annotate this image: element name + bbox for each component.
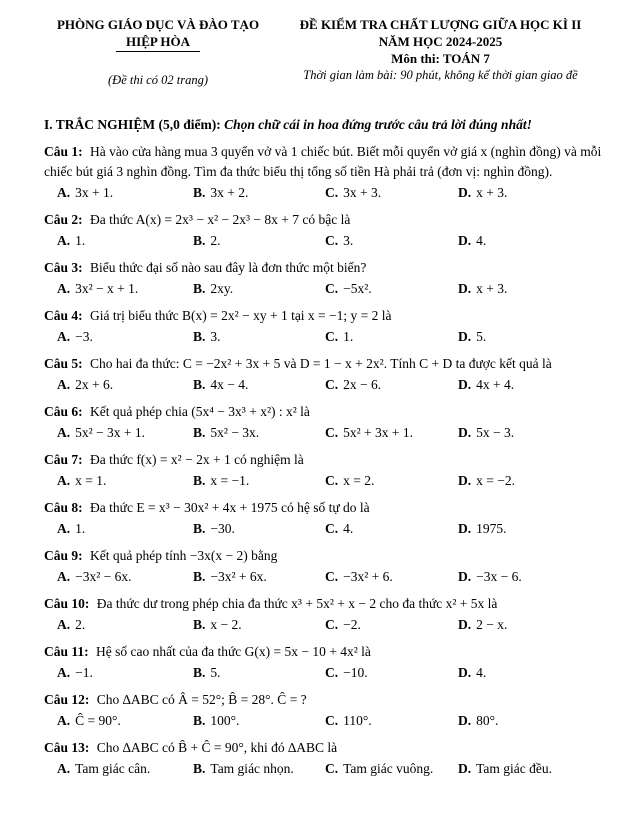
- option-a: [57, 471, 193, 491]
- option-key: D.: [458, 185, 472, 200]
- header-left-block: [44, 16, 272, 89]
- option-b: [193, 615, 325, 635]
- question-label: Câu 3:: [44, 260, 87, 275]
- options-row: [44, 231, 609, 251]
- option-text: −3x² + 6.: [343, 569, 393, 584]
- question-line: [44, 450, 609, 470]
- question-line: [44, 402, 609, 422]
- option-c: [325, 519, 458, 539]
- question-text: Đa thức A(x) = 2x³ − x² − 2x³ − 8x + 7 có bậc là: [90, 212, 351, 227]
- option-a: [57, 183, 193, 203]
- options-row: [44, 615, 609, 635]
- question-text: Đa thức f(x) = x² − 2x + 1 có nghiệm là: [90, 452, 304, 467]
- option-key: C.: [325, 233, 339, 248]
- option-key: C.: [325, 569, 339, 584]
- option-text: 100°.: [210, 713, 240, 728]
- option-a: [57, 423, 193, 443]
- options-row: [44, 423, 609, 443]
- option-d: [458, 759, 609, 779]
- option-text: −3x² + 6x.: [210, 569, 267, 584]
- option-text: −3.: [75, 329, 93, 344]
- question-block: [44, 642, 609, 683]
- question-line: [44, 354, 609, 374]
- question-text: Kết quả phép chia (5x⁴ − 3x³ + x²) : x² là: [90, 404, 310, 419]
- option-text: Tam giác nhọn.: [210, 761, 294, 776]
- option-c: [325, 423, 458, 443]
- district-name: HIỆP HÒA: [116, 33, 200, 52]
- option-key: C.: [325, 617, 339, 632]
- option-key: C.: [325, 377, 339, 392]
- option-text: −30.: [210, 521, 235, 536]
- option-key: A.: [57, 713, 71, 728]
- exam-pages-note: (Đề thi có 02 trang): [108, 73, 208, 87]
- option-c: [325, 759, 458, 779]
- option-key: B.: [193, 377, 206, 392]
- option-key: A.: [57, 425, 71, 440]
- option-text: 3.: [210, 329, 221, 344]
- option-b: [193, 567, 325, 587]
- question-block: [44, 142, 609, 203]
- option-key: C.: [325, 329, 339, 344]
- option-c: [325, 183, 458, 203]
- option-a: [57, 231, 193, 251]
- question-line: [44, 690, 609, 710]
- option-text: Tam giác vuông.: [343, 761, 434, 776]
- option-key: A.: [57, 281, 71, 296]
- option-key: A.: [57, 569, 71, 584]
- option-text: −1.: [75, 665, 93, 680]
- option-key: C.: [325, 713, 339, 728]
- school-year: NĂM HỌC 2024-2025: [378, 34, 503, 49]
- option-a: [57, 327, 193, 347]
- option-key: A.: [57, 761, 71, 776]
- option-key: A.: [57, 617, 71, 632]
- option-text: 2x − 6.: [343, 377, 382, 392]
- option-key: A.: [57, 473, 71, 488]
- option-text: 5x² − 3x + 1.: [75, 425, 146, 440]
- question-line: [44, 210, 609, 230]
- option-key: A.: [57, 377, 71, 392]
- option-key: A.: [57, 329, 71, 344]
- option-a: [57, 519, 193, 539]
- option-text: x = 1.: [75, 473, 107, 488]
- option-d: [458, 471, 609, 491]
- option-key: A.: [57, 233, 71, 248]
- option-text: x = −1.: [210, 473, 250, 488]
- option-text: 5.: [476, 329, 487, 344]
- option-text: 4x − 4.: [210, 377, 249, 392]
- option-text: 5.: [210, 665, 221, 680]
- question-text: Cho ∆ABC có Â = 52°; B̂ = 28°. Ĉ = ?: [96, 692, 307, 707]
- option-key: B.: [193, 281, 206, 296]
- option-key: A.: [57, 185, 71, 200]
- option-d: [458, 423, 609, 443]
- option-key: D.: [458, 569, 472, 584]
- option-a: [57, 567, 193, 587]
- subject-line: Môn thi: TOÁN 7: [391, 51, 490, 66]
- option-key: A.: [57, 665, 71, 680]
- option-a: [57, 759, 193, 779]
- option-a: [57, 279, 193, 299]
- question-block: [44, 306, 609, 347]
- option-text: Tam giác đều.: [476, 761, 553, 776]
- option-key: B.: [193, 713, 206, 728]
- option-c: [325, 615, 458, 635]
- option-key: B.: [193, 665, 206, 680]
- option-key: C.: [325, 665, 339, 680]
- option-text: x + 3.: [476, 281, 508, 296]
- option-key: C.: [325, 281, 339, 296]
- option-b: [193, 759, 325, 779]
- option-text: 1.: [75, 233, 86, 248]
- option-text: −5x².: [343, 281, 372, 296]
- option-text: 80°.: [476, 713, 499, 728]
- question-label: Câu 9:: [44, 548, 87, 563]
- option-key: D.: [458, 425, 472, 440]
- option-key: D.: [458, 617, 472, 632]
- option-text: 4x + 4.: [476, 377, 515, 392]
- option-text: −3x − 6.: [476, 569, 522, 584]
- option-key: C.: [325, 185, 339, 200]
- option-c: [325, 711, 458, 731]
- option-text: x + 3.: [476, 185, 508, 200]
- question-text: Hệ số cao nhất của đa thức G(x) = 5x − 10 + 4x² là: [96, 644, 371, 659]
- question-label: Câu 6:: [44, 404, 87, 419]
- question-label: Câu 5:: [44, 356, 87, 371]
- option-key: B.: [193, 569, 206, 584]
- option-b: [193, 231, 325, 251]
- option-key: B.: [193, 761, 206, 776]
- option-c: [325, 663, 458, 683]
- question-block: [44, 258, 609, 299]
- option-text: 1.: [343, 329, 354, 344]
- exam-header: [44, 16, 609, 89]
- options-row: [44, 663, 609, 683]
- option-key: D.: [458, 665, 472, 680]
- option-text: Ĉ = 90°.: [75, 713, 121, 728]
- question-block: [44, 690, 609, 731]
- section-instruction: Chọn chữ cái in hoa đứng trước câu trả lời đúng nhất!: [224, 117, 532, 132]
- option-text: 2.: [210, 233, 221, 248]
- option-key: D.: [458, 329, 472, 344]
- option-d: [458, 183, 609, 203]
- question-text: Hà vào cửa hàng mua 3 quyển vở và 1 chiếc bút. Biết mỗi quyển vở giá x (nghìn đồng) và mỗi chiếc bút giá 3 nghìn đồng. Tìm đa thức biểu thị tổng số tiền Hà phải trả (đơn vị: nghìn đồng).: [44, 144, 602, 179]
- question-label: Câu 12:: [44, 692, 93, 707]
- question-block: [44, 594, 609, 635]
- option-c: [325, 231, 458, 251]
- option-key: B.: [193, 521, 206, 536]
- option-text: 3.: [343, 233, 354, 248]
- option-text: 3x + 1.: [75, 185, 114, 200]
- option-a: [57, 375, 193, 395]
- option-key: D.: [458, 233, 472, 248]
- option-text: 1975.: [476, 521, 507, 536]
- option-key: D.: [458, 761, 472, 776]
- option-b: [193, 663, 325, 683]
- question-label: Câu 7:: [44, 452, 87, 467]
- option-d: [458, 327, 609, 347]
- duration-line: Thời gian làm bài: 90 phút, không kể thời gian giao đề: [303, 68, 578, 82]
- exam-title: ĐỀ KIỂM TRA CHẤT LƯỢNG GIỮA HỌC KÌ II: [299, 17, 582, 32]
- option-text: −3x² − 6x.: [75, 569, 132, 584]
- question-line: [44, 258, 609, 278]
- option-b: [193, 471, 325, 491]
- question-text: Đa thức dư trong phép chia đa thức x³ + 5x² + x − 2 cho đa thức x² + 5x là: [96, 596, 498, 611]
- question-text: Giá trị biểu thức B(x) = 2x² − xy + 1 tại x = −1; y = 2 là: [90, 308, 392, 323]
- question-line: [44, 546, 609, 566]
- option-key: D.: [458, 473, 472, 488]
- question-block: [44, 498, 609, 539]
- option-text: x − 2.: [210, 617, 242, 632]
- option-text: 5x² + 3x + 1.: [343, 425, 414, 440]
- option-key: B.: [193, 329, 206, 344]
- option-text: 5x − 3.: [476, 425, 515, 440]
- options-row: [44, 759, 609, 779]
- option-key: D.: [458, 521, 472, 536]
- option-text: 4.: [343, 521, 354, 536]
- option-b: [193, 711, 325, 731]
- option-a: [57, 615, 193, 635]
- option-d: [458, 663, 609, 683]
- header-right-block: [272, 16, 609, 89]
- question-label: Câu 1:: [44, 144, 87, 159]
- question-text: Kết quả phép tính −3x(x − 2) bằng: [90, 548, 278, 563]
- question-block: [44, 210, 609, 251]
- option-text: 2 − x.: [476, 617, 508, 632]
- question-line: [44, 498, 609, 518]
- option-key: D.: [458, 281, 472, 296]
- option-b: [193, 183, 325, 203]
- question-text: Đa thức E = x³ − 30x² + 4x + 1975 có hệ số tự do là: [90, 500, 370, 515]
- option-b: [193, 327, 325, 347]
- option-a: [57, 711, 193, 731]
- question-label: Câu 11:: [44, 644, 93, 659]
- options-row: [44, 327, 609, 347]
- option-key: D.: [458, 377, 472, 392]
- option-text: 2x + 6.: [75, 377, 114, 392]
- question-line: [44, 306, 609, 326]
- option-b: [193, 279, 325, 299]
- option-text: 110°.: [343, 713, 372, 728]
- question-text: Biểu thức đại số nào sau đây là đơn thức một biến?: [90, 260, 367, 275]
- options-row: [44, 567, 609, 587]
- option-d: [458, 711, 609, 731]
- option-text: 1.: [75, 521, 86, 536]
- option-text: −10.: [343, 665, 368, 680]
- options-row: [44, 375, 609, 395]
- option-text: 3x + 3.: [343, 185, 382, 200]
- option-text: −2.: [343, 617, 361, 632]
- option-b: [193, 519, 325, 539]
- question-text: Cho hai đa thức: C = −2x² + 3x + 5 và D = 1 − x + 2x². Tính C + D ta được kết quả là: [90, 356, 552, 371]
- option-key: B.: [193, 617, 206, 632]
- option-text: 4.: [476, 233, 487, 248]
- question-line: [44, 594, 609, 614]
- option-c: [325, 327, 458, 347]
- option-d: [458, 231, 609, 251]
- options-row: [44, 183, 609, 203]
- option-key: C.: [325, 425, 339, 440]
- option-d: [458, 567, 609, 587]
- option-key: B.: [193, 473, 206, 488]
- question-label: Câu 8:: [44, 500, 87, 515]
- option-c: [325, 567, 458, 587]
- option-key: B.: [193, 185, 206, 200]
- option-a: [57, 663, 193, 683]
- section-label: I. TRẮC NGHIỆM (5,0 điểm):: [44, 117, 221, 132]
- option-d: [458, 615, 609, 635]
- option-d: [458, 375, 609, 395]
- option-key: C.: [325, 473, 339, 488]
- question-block: [44, 546, 609, 587]
- question-label: Câu 10:: [44, 596, 93, 611]
- option-key: B.: [193, 233, 206, 248]
- option-text: 2xy.: [210, 281, 234, 296]
- options-row: [44, 711, 609, 731]
- option-b: [193, 375, 325, 395]
- options-row: [44, 471, 609, 491]
- option-key: C.: [325, 521, 339, 536]
- option-d: [458, 519, 609, 539]
- question-label: Câu 4:: [44, 308, 87, 323]
- option-text: 2.: [75, 617, 86, 632]
- option-key: C.: [325, 761, 339, 776]
- questions-list: [44, 142, 609, 779]
- question-label: Câu 2:: [44, 212, 87, 227]
- option-text: Tam giác cân.: [75, 761, 151, 776]
- section-heading: [44, 115, 609, 135]
- option-text: 3x² − x + 1.: [75, 281, 139, 296]
- option-c: [325, 279, 458, 299]
- option-key: D.: [458, 713, 472, 728]
- question-label: Câu 13:: [44, 740, 93, 755]
- question-line: [44, 142, 609, 182]
- question-block: [44, 354, 609, 395]
- question-line: [44, 642, 609, 662]
- options-row: [44, 279, 609, 299]
- option-key: A.: [57, 521, 71, 536]
- question-block: [44, 402, 609, 443]
- option-key: B.: [193, 425, 206, 440]
- question-text: Cho ∆ABC có B̂ + Ĉ = 90°, khi đó ∆ABC là: [96, 740, 338, 755]
- question-block: [44, 450, 609, 491]
- question-block: [44, 738, 609, 779]
- options-row: [44, 519, 609, 539]
- option-b: [193, 423, 325, 443]
- option-text: x = 2.: [343, 473, 375, 488]
- option-text: 5x² − 3x.: [210, 425, 260, 440]
- option-c: [325, 375, 458, 395]
- option-d: [458, 279, 609, 299]
- option-text: 4.: [476, 665, 487, 680]
- option-text: x = −2.: [476, 473, 515, 488]
- question-line: [44, 738, 609, 758]
- option-c: [325, 471, 458, 491]
- department-name: PHÒNG GIÁO DỤC VÀ ĐÀO TẠO: [56, 17, 260, 32]
- district-line: [44, 33, 272, 52]
- option-text: 3x + 2.: [210, 185, 249, 200]
